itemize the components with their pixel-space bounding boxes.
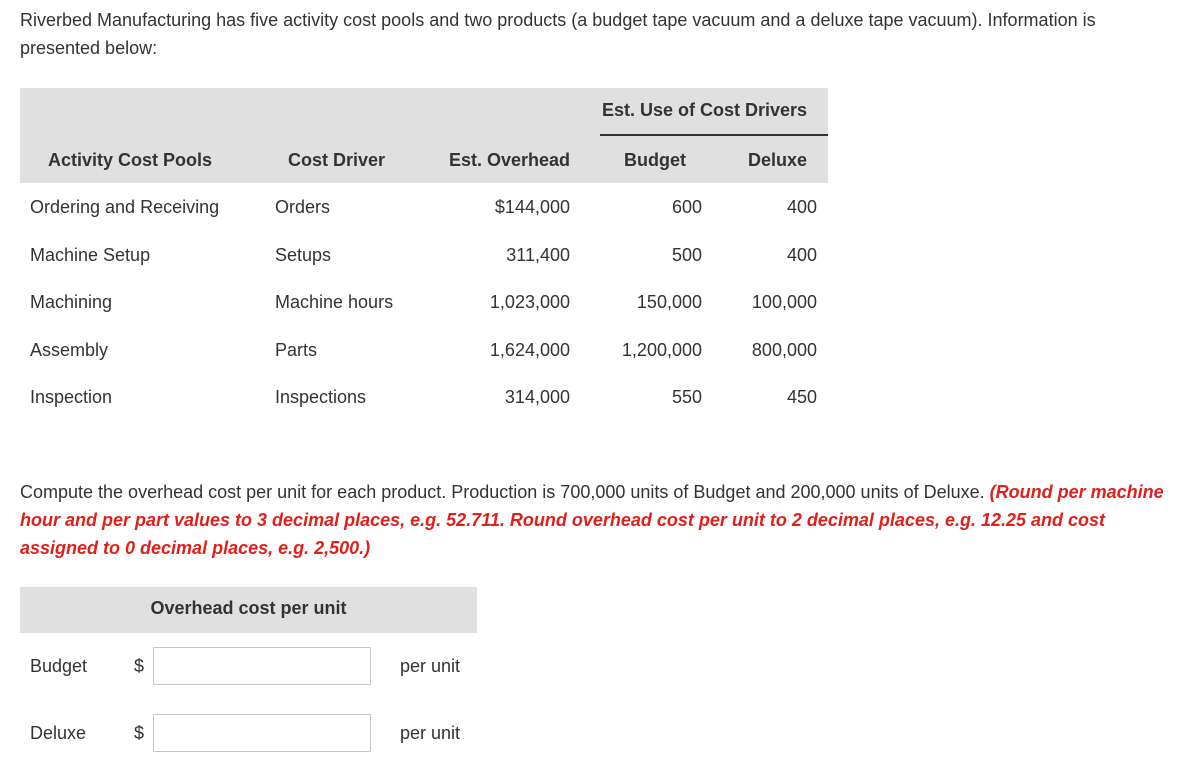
currency-symbol: $ — [134, 656, 145, 676]
cell-budget: 550 — [671, 387, 702, 407]
rounding-instruction: (Round per machine hour and per part values to 3 decimal places, e.g. 52.711. Round overhead cost per unit to 2 decimal places, e.g. 12.25 and cost assigned to 0 decimal places, e.g. 2,500.) — [20, 482, 1164, 558]
cell-overhead: 314,000 — [504, 387, 570, 407]
budget-overhead-input[interactable] — [153, 647, 371, 685]
cell-budget: 150,000 — [636, 292, 702, 312]
cell-overhead: 1,624,000 — [489, 340, 570, 360]
cell-budget: 600 — [671, 197, 702, 217]
deluxe-overhead-input[interactable] — [153, 714, 371, 752]
answer-label-budget: Budget — [30, 656, 88, 676]
col-header-pool: Activity Cost Pools — [48, 150, 213, 170]
answer-header-band — [20, 587, 477, 633]
cell-budget: 1,200,000 — [621, 340, 702, 360]
cell-pool: Machining — [30, 292, 113, 312]
col-header-budget: Budget — [624, 150, 686, 170]
cell-pool: Machine Setup — [30, 245, 151, 265]
cell-pool: Inspection — [30, 387, 113, 407]
cell-deluxe: 100,000 — [751, 292, 817, 312]
intro-text: Riverbed Manufacturing has five activity cost pools and two products (a budget tape vacuum and a deluxe tape vacuum). Information is presented below: — [20, 10, 1096, 58]
group-header-rule — [600, 134, 828, 136]
per-unit-label: per unit — [400, 656, 461, 676]
col-header-driver: Cost Driver — [288, 150, 386, 170]
cell-overhead: 1,023,000 — [489, 292, 570, 312]
answer-label-deluxe: Deluxe — [30, 723, 87, 743]
cell-driver: Setups — [275, 245, 332, 265]
cell-deluxe: 400 — [786, 245, 817, 265]
problem-text: Compute the overhead cost per unit for each product. Production is 700,000 units of Budget and 200,000 units of Deluxe. — [20, 482, 990, 502]
per-unit-label: per unit — [400, 723, 461, 743]
cell-budget: 500 — [671, 245, 702, 265]
problem-statement — [20, 478, 1170, 562]
cell-pool: Ordering and Receiving — [30, 197, 220, 217]
col-header-overhead: Est. Overhead — [448, 150, 570, 170]
col-header-deluxe: Deluxe — [748, 150, 808, 170]
cell-driver: Parts — [275, 340, 318, 360]
cell-deluxe: 400 — [786, 197, 817, 217]
cell-overhead: 311,400 — [506, 245, 570, 265]
cell-overhead: $144,000 — [494, 197, 570, 217]
cell-pool: Assembly — [30, 340, 109, 360]
cell-driver: Orders — [275, 197, 331, 217]
cost-drivers-group-header: Est. Use of Cost Drivers — [602, 100, 808, 120]
cell-deluxe: 450 — [786, 387, 817, 407]
cell-driver: Machine hours — [275, 292, 394, 312]
currency-symbol: $ — [134, 723, 145, 743]
answer-title: Overhead cost per unit — [150, 598, 347, 618]
cell-deluxe: 800,000 — [751, 340, 817, 360]
cost-pool-table — [20, 88, 828, 428]
cell-driver: Inspections — [275, 387, 367, 407]
